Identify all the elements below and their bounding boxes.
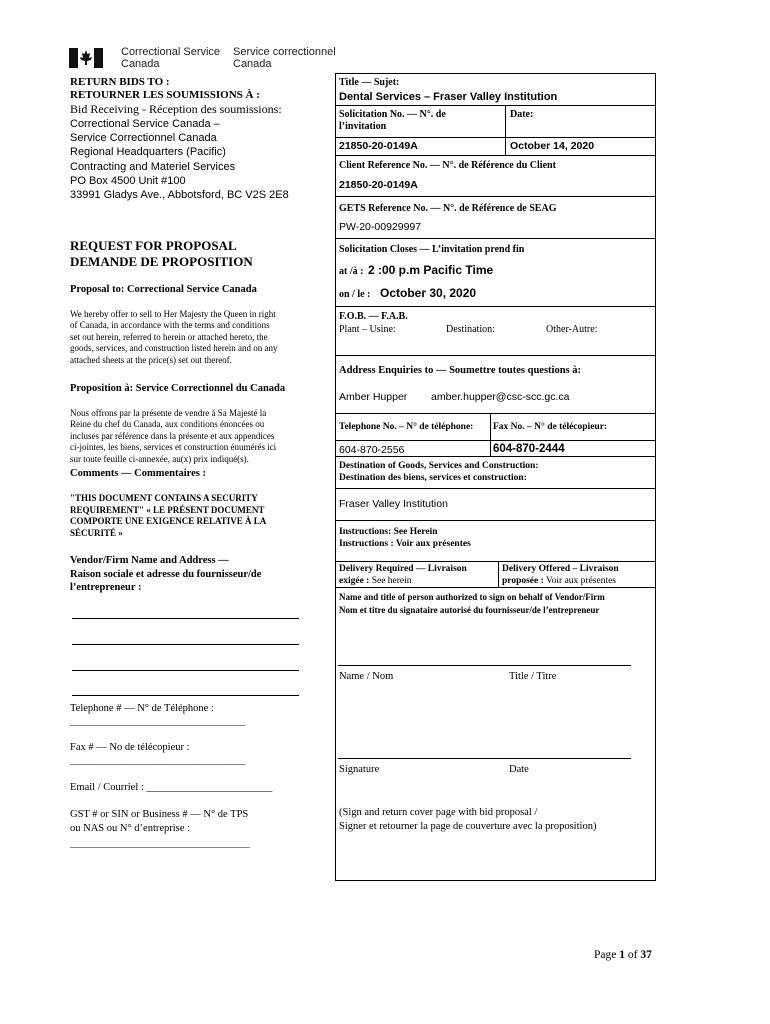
client-reference-label: Client Reference No. — N°. de Référence du Client bbox=[339, 160, 556, 171]
gets-reference-value: PW-20-00929997 bbox=[339, 221, 422, 233]
telephone-value: 604-870-2556 bbox=[339, 444, 405, 456]
closes-at-label: at /à : bbox=[339, 266, 364, 277]
vendor-fax-label: Fax # — No de télécopieur : bbox=[70, 742, 190, 753]
department-name-fr: Service correctionnel Canada bbox=[233, 46, 336, 70]
return-bids-heading: RETURN BIDS TO : RETOURNER LES SOUMISSIONS À : bbox=[70, 76, 260, 101]
vendor-fax-field[interactable]: _______________________________________ bbox=[70, 756, 246, 766]
security-notice: "THIS DOCUMENT CONTAINS A SECURITY REQUIREMENT" « LE PRÉSENT DOCUMENT COMPORTE UNE EXIGENCE RELATIVE À LA SÉCURITÉ » bbox=[70, 493, 267, 538]
contact-name: Amber Hupper bbox=[339, 391, 408, 403]
delivery-required: Delivery Required — Livraison exigée : See herein bbox=[339, 564, 467, 586]
title-value: Dental Services – Fraser Valley Institution bbox=[339, 91, 558, 103]
fob-label: F.O.B. — F.A.B. bbox=[339, 311, 408, 322]
destination-goods-label: Destination of Goods, Services and Construction: Destination des biens, services et construction: bbox=[339, 461, 539, 483]
proposal-to-en: Proposal to: Correctional Service Canada bbox=[70, 284, 257, 295]
vendor-address-line-1[interactable] bbox=[72, 618, 299, 619]
vendor-address-line-3[interactable] bbox=[72, 670, 299, 671]
solicitation-number: 21850-20-0149A bbox=[339, 140, 418, 152]
page-title: REQUEST FOR PROPOSAL DEMANDE DE PROPOSITION bbox=[70, 238, 253, 269]
vendor-email-field[interactable]: Email / Courriel : ________________________ bbox=[70, 782, 273, 793]
comments-label: Comments — Commentaires : bbox=[70, 468, 206, 479]
signature-label: Signature bbox=[339, 764, 380, 775]
contact-email[interactable]: amber.hupper@csc-scc.gc.ca bbox=[431, 391, 570, 403]
department-name-en: Correctional Service Canada bbox=[121, 46, 221, 70]
return-address: Correctional Service Canada – Service Correctionnel Canada Regional Headquarters (Pacific) Contracting and Materiel Services PO Box 4500 Unit #100 33991 Gladys Ave., Abbotsford, BC V2S 2E8 bbox=[70, 118, 289, 202]
title-label-signature: Title / Titre bbox=[509, 671, 557, 682]
vendor-address-line-2[interactable] bbox=[72, 644, 299, 645]
closes-on-label: on / le : bbox=[339, 289, 371, 300]
name-title-line[interactable] bbox=[338, 665, 631, 666]
gets-reference-label: GETS Reference No. — N°. de Référence de SEAG bbox=[339, 203, 557, 214]
vendor-label: Vendor/Firm Name and Address — Raison sociale et adresse du fournisseur/de l’entrepreneur : bbox=[70, 555, 262, 593]
signature-date-label: Date bbox=[509, 764, 529, 775]
solicitation-closes-label: Solicitation Closes — L’invitation prend fin bbox=[339, 244, 525, 255]
plant-label: Plant – Usine: bbox=[339, 324, 396, 335]
canada-flag-icon bbox=[69, 48, 103, 68]
destination-value: Fraser Valley Institution bbox=[339, 498, 448, 510]
solicitation-label: Solicitation No. — N°. de l’invitation bbox=[339, 109, 446, 132]
bid-receiving-label: Bid Receiving - Réception des soumissions: bbox=[70, 102, 282, 116]
gst-label: GST # or SIN or Business # — N° de TPS ou NAS ou N° d’entreprise : bbox=[70, 809, 249, 834]
proposal-to-fr: Proposition à: Service Correctionnel du Canada bbox=[70, 383, 286, 394]
offer-text-fr: Nous offrons par la présente de vendre à Sa Majesté la Reine du chef du Canada, aux conditions énoncées ou incluses par référence dans la présente et aux appendices ci-jointes, les biens, services et construction énumérés ici sur toute feuille ci-annexée, au(x) prix indiqué(s). bbox=[70, 408, 277, 464]
signatory-label: Name and title of person authorized to sign on behalf of Vendor/Firm Nom et titre du signataire autorisé du fournisseur/de l’entrepreneur bbox=[339, 592, 605, 615]
sign-return-note: (Sign and return cover page with bid proposal / Signer et retourner la page de couverture avec la proposition) bbox=[339, 807, 597, 832]
gst-field[interactable]: ________________________________________ bbox=[70, 839, 250, 849]
vendor-telephone-field[interactable]: _______________________________________ bbox=[70, 717, 246, 727]
client-reference-value: 21850-20-0149A bbox=[339, 179, 418, 191]
solicitation-date: October 14, 2020 bbox=[510, 140, 595, 152]
instructions: Instructions: See Herein Instructions : Voir aux présentes bbox=[339, 527, 471, 549]
fax-value: 604-870-2444 bbox=[493, 443, 565, 455]
vendor-telephone-label: Telephone # — N° de Téléphone : bbox=[70, 703, 214, 714]
closes-time: 2 :00 p.m Pacific Time bbox=[368, 263, 494, 277]
page-number: Page 1 of 37 bbox=[594, 949, 652, 961]
title-label: Title — Sujet: bbox=[339, 77, 400, 88]
offer-text-en: We hereby offer to sell to Her Majesty the Queen in right of Canada, in accordance with the terms and conditions set out herein, referred to herein or attached hereto, the goods, services, and construction listed herein and on any attached sheets at the price(s) set out thereof. bbox=[70, 309, 278, 365]
fax-label: Fax No. – N° de télécopieur: bbox=[493, 422, 608, 432]
signature-line[interactable] bbox=[338, 758, 631, 759]
destination-label: Destination: bbox=[446, 324, 495, 335]
closes-date: October 30, 2020 bbox=[380, 286, 477, 300]
enquiries-label: Address Enquiries to — Soumettre toutes questions à: bbox=[339, 365, 582, 376]
delivery-offered: Delivery Offered – Livraison proposée : Voir aux présentes bbox=[502, 564, 619, 586]
date-label: Date: bbox=[510, 109, 534, 120]
telephone-label: Telephone No. – N° de téléphone: bbox=[339, 422, 474, 432]
vendor-address-line-4[interactable] bbox=[72, 695, 299, 696]
other-label: Other-Autre: bbox=[546, 324, 598, 335]
name-label: Name / Nom bbox=[339, 671, 394, 682]
